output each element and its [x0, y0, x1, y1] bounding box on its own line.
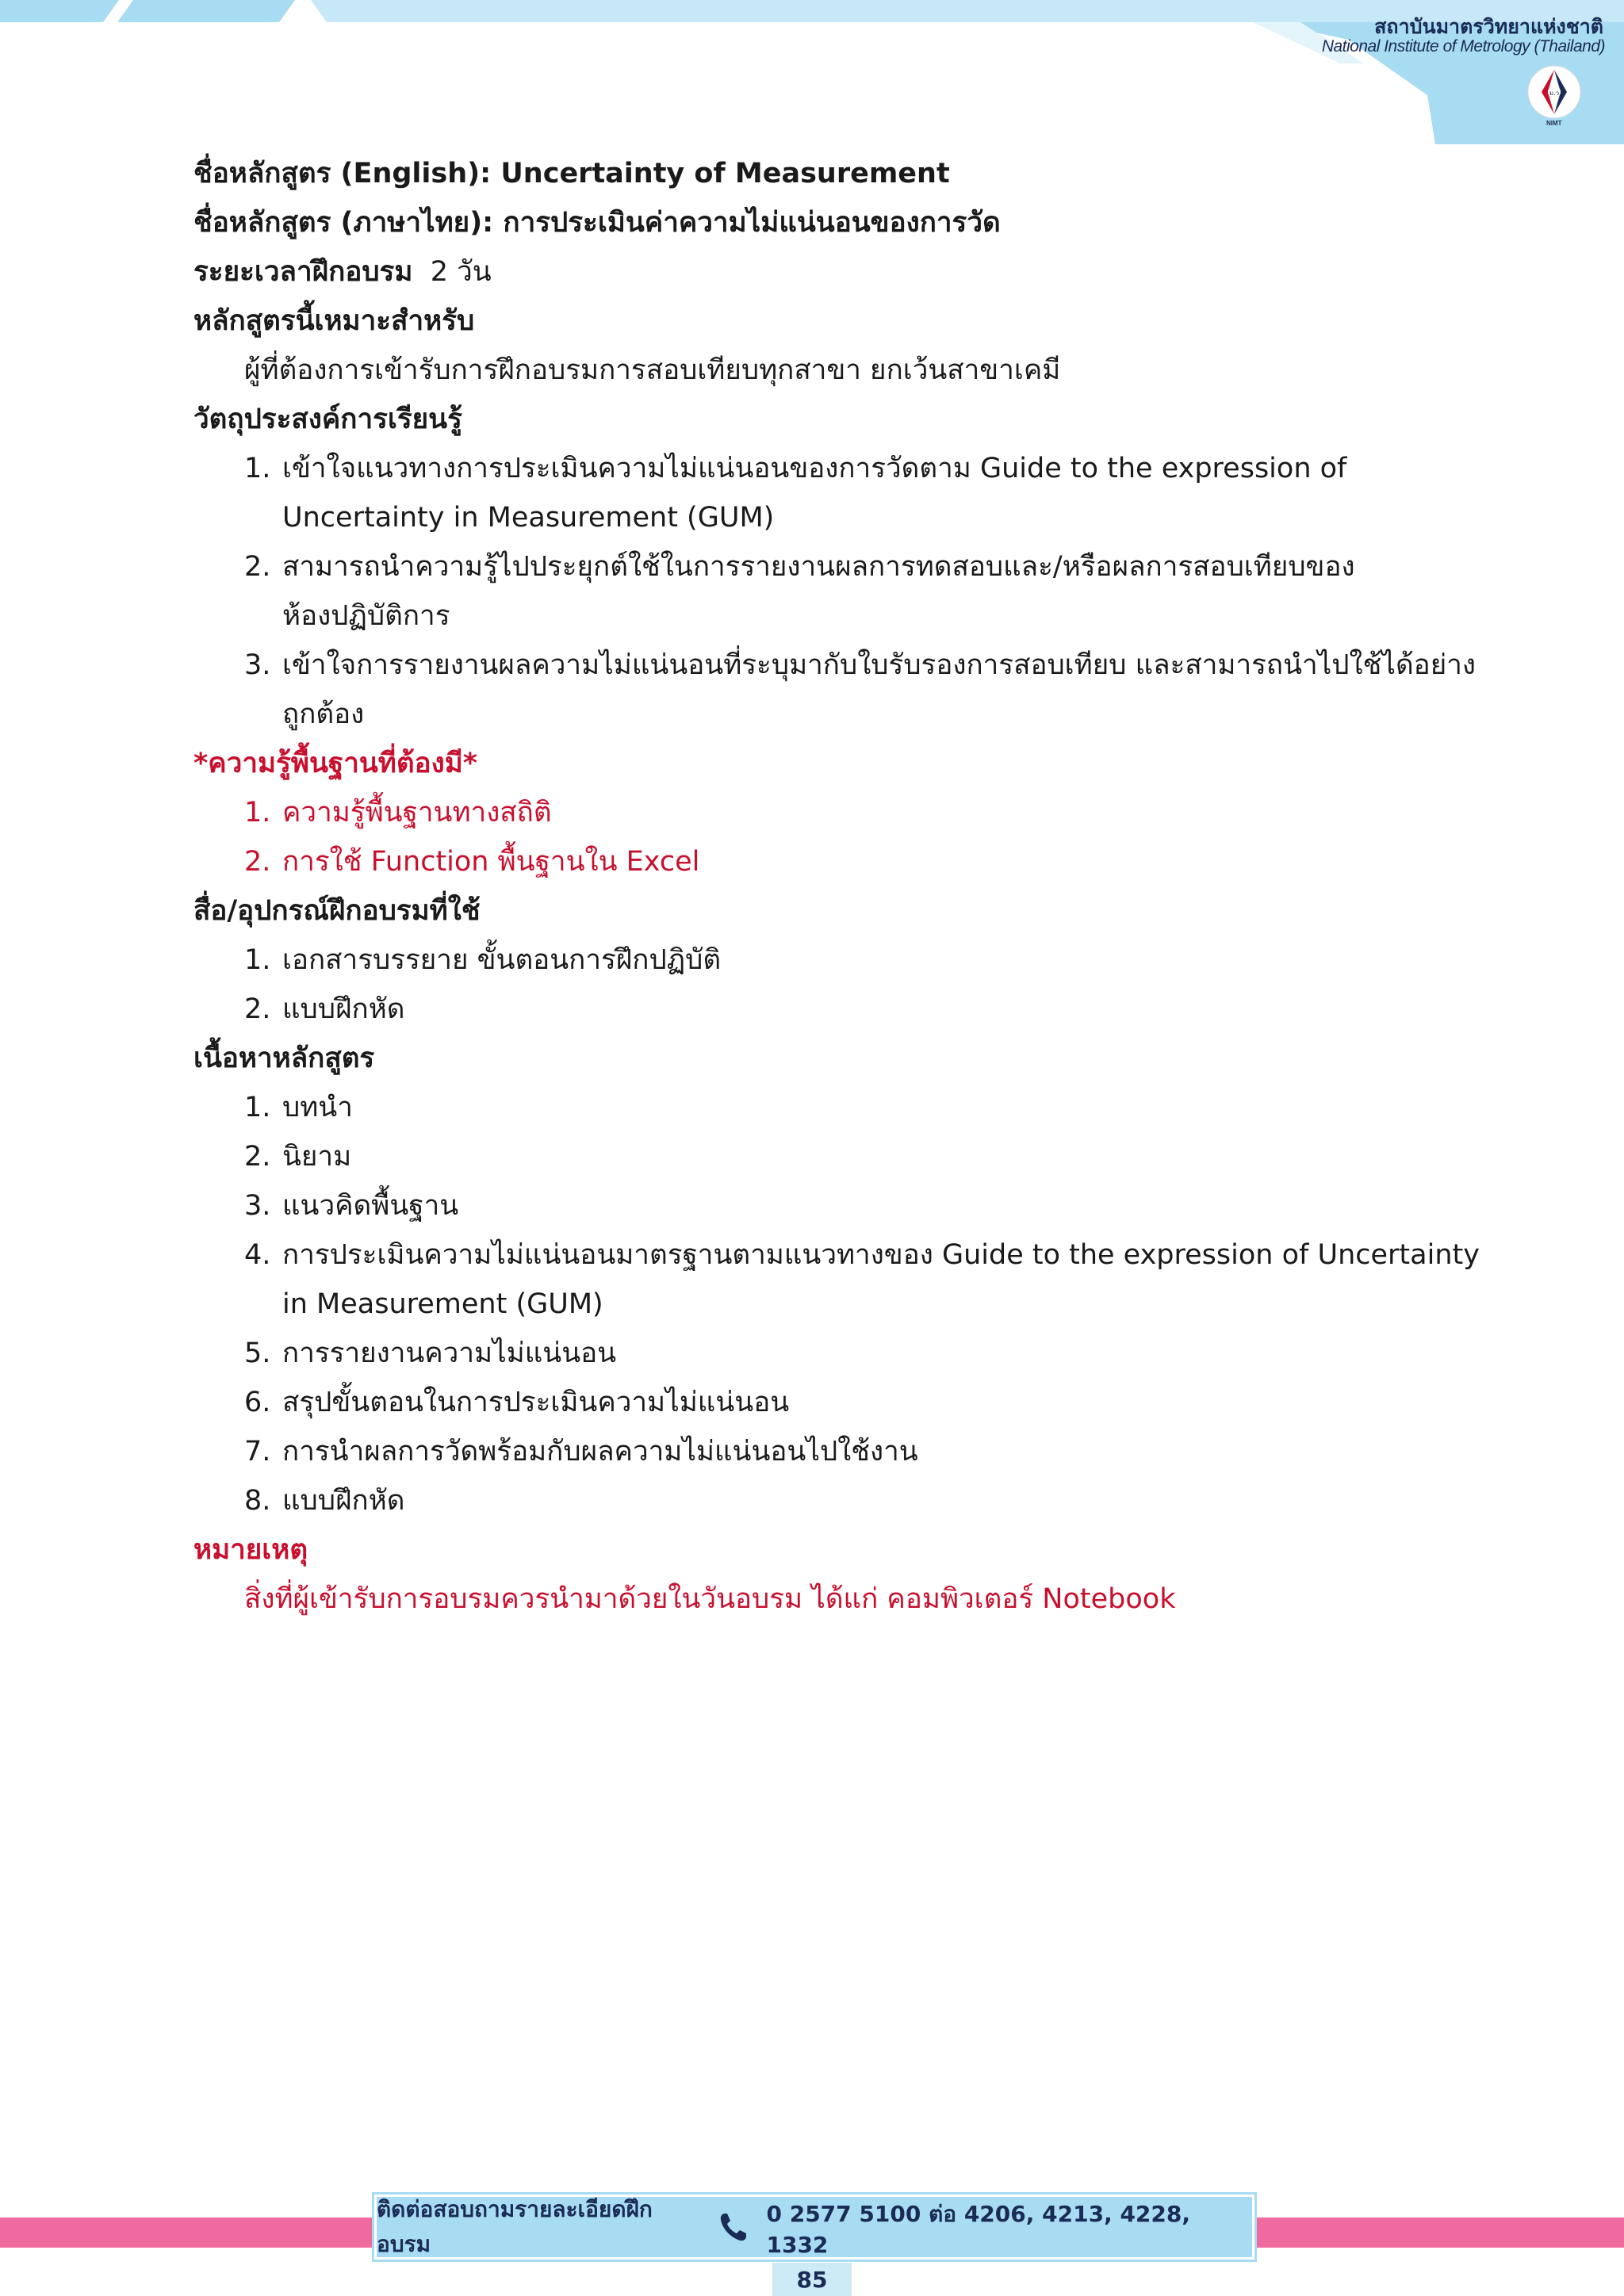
list-number: 2.	[244, 1141, 271, 1173]
footer	[0, 2188, 1624, 2296]
content-item	[193, 1476, 1462, 1525]
list-number: 8.	[244, 1485, 271, 1517]
logo-mark: ม.ว	[1549, 90, 1560, 97]
objective-item-cont: ห้องปฏิบัติการ	[282, 600, 450, 632]
list-number: 1.	[244, 453, 271, 484]
list-text: แนวคิดพื้นฐาน	[282, 1190, 459, 1222]
objective-item	[193, 542, 1462, 591]
prerequisite-item	[193, 837, 1462, 886]
content-item	[193, 1329, 1462, 1378]
objective-item	[193, 444, 1462, 493]
course-name-en: Uncertainty of Measurement	[500, 158, 950, 189]
phone-icon	[718, 2211, 749, 2243]
audience-text: ผู้ที่ต้องการเข้ารับการฝึกอบรมการสอบเทียบทุกสาขา ยกเว้นสาขาเคมี	[244, 354, 1061, 386]
top-banner	[0, 0, 1624, 151]
contact-box	[374, 2195, 1254, 2260]
list-text: ความรู้พื้นฐานทางสถิติ	[282, 797, 552, 828]
list-text: เข้าใจแนวทางการประเมินความไม่แน่นอนของการวัดตาม Guide to the expression of	[282, 453, 1347, 484]
duration-line	[193, 247, 1462, 297]
audience-heading: หลักสูตรนี้เหมาะสำหรับ	[193, 305, 475, 337]
org-name-thai: สถาบันมาตรวิทยาแห่งชาติ	[1374, 15, 1603, 38]
content-item	[193, 1181, 1462, 1230]
list-text: แบบฝึกหัด	[282, 1485, 405, 1517]
list-text: เข้าใจการรายงานผลความไม่แน่นอนที่ระบุมากับใบรับรองการสอบเทียบ และสามารถนำไปใช้ได้อย่าง	[282, 649, 1476, 681]
list-number: 6.	[244, 1387, 271, 1418]
course-name-th-line	[193, 198, 1462, 247]
list-number: 7.	[244, 1436, 271, 1468]
list-number: 1.	[244, 944, 271, 976]
content-item	[193, 1230, 1480, 1280]
materials-heading: สื่อ/อุปกรณ์ฝึกอบรมที่ใช้	[193, 895, 481, 927]
list-text: นิยาม	[282, 1141, 352, 1173]
contact-phone[interactable]: 0 2577 5100 ต่อ 4206, 4213, 4228, 1332	[766, 2200, 1191, 2258]
content-item	[193, 1378, 1462, 1427]
note-heading: หมายเหตุ	[193, 1534, 308, 1566]
content-item	[193, 1132, 1462, 1181]
list-number: 3.	[244, 1190, 271, 1222]
duration-label: ระยะเวลาฝึกอบรม	[193, 256, 413, 288]
list-text: การรายงานความไม่แน่นอน	[282, 1337, 617, 1369]
list-text: การใช้ Function พื้นฐานใน Excel	[282, 846, 700, 878]
org-name-english: National Institute of Metrology (Thailand)	[1321, 37, 1605, 55]
prerequisites-heading: *ความรู้พื้นฐานที่ต้องมี*	[193, 748, 478, 779]
list-text: เอกสารบรรยาย ขั้นตอนการฝึกปฏิบัติ	[282, 944, 722, 976]
content-item	[193, 1083, 1462, 1132]
list-text: สามารถนำความรู้ไปประยุกต์ใช้ในการรายงานผลการทดสอบและ/หรือผลการสอบเทียบของ	[282, 551, 1355, 583]
objective-item-cont: Uncertainty in Measurement (GUM)	[282, 502, 775, 534]
list-number: 1.	[244, 797, 271, 828]
list-number: 1.	[244, 1092, 271, 1123]
note-text: สิ่งที่ผู้เข้ารับการอบรมควรนำมาด้วยในวันอบรม ได้แก่ คอมพิวเตอร์ Notebook	[244, 1583, 1176, 1615]
course-name-en-line	[193, 149, 1462, 198]
list-number: 2.	[244, 993, 271, 1025]
list-number: 4.	[244, 1239, 271, 1271]
list-text: แบบฝึกหัด	[282, 993, 405, 1025]
content-item-cont: in Measurement (GUM)	[282, 1288, 603, 1320]
material-item	[193, 985, 1462, 1034]
list-number: 2.	[244, 846, 271, 878]
content-item	[193, 1427, 1462, 1476]
course-name-th: การประเมินค่าความไม่แน่นอนของการวัด	[503, 207, 1001, 239]
objective-item-cont: ถูกต้อง	[282, 698, 365, 730]
list-number: 5.	[244, 1337, 271, 1369]
logo-label: NIMT	[1546, 120, 1562, 127]
list-number: 3.	[244, 649, 271, 681]
content-heading: เนื้อหาหลักสูตร	[193, 1043, 375, 1074]
course-content	[193, 149, 1480, 1624]
contact-label: ติดต่อสอบถามรายละเอียดฝึกอบรม	[377, 2196, 653, 2257]
course-name-th-label: ชื่อหลักสูตร (ภาษาไทย):	[193, 207, 504, 239]
list-text: การนำผลการวัดพร้อมกับผลความไม่แน่นอนไปใช้งาน	[282, 1436, 918, 1468]
objective-item	[193, 641, 1476, 690]
duration-value: 2 วัน	[412, 256, 492, 288]
list-number: 2.	[244, 551, 271, 583]
course-name-en-label: ชื่อหลักสูตร (English):	[193, 158, 501, 189]
prerequisite-item	[193, 788, 1462, 837]
page-number: 85	[772, 2263, 852, 2296]
list-text: การประเมินความไม่แน่นอนมาตรฐานตามแนวทางของ Guide to the expression of Uncertainty	[282, 1239, 1480, 1271]
list-text: บทนำ	[282, 1092, 353, 1123]
material-item	[193, 936, 1462, 985]
objectives-heading: วัตถุประสงค์การเรียนรู้	[193, 404, 462, 435]
list-text: สรุปขั้นตอนในการประเมินความไม่แน่นอน	[282, 1387, 790, 1418]
